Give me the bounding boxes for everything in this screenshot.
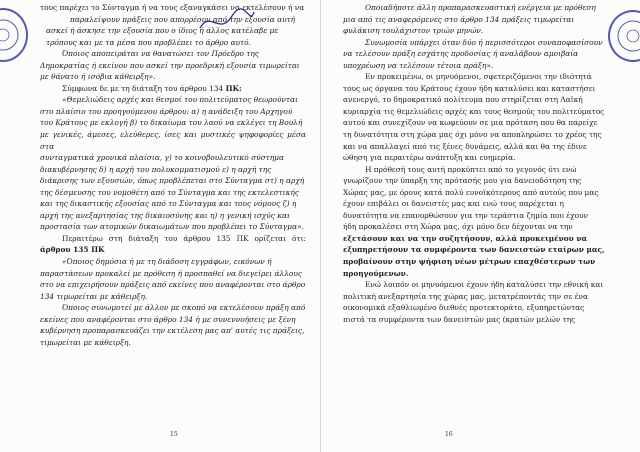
- text-line: ώθηση για περαιτέρω ανάπτυξη και ευημερία.: [343, 153, 516, 163]
- text-line: αυτού και συνεχίζουν να κωφεύουν σε μια πρόταση που θα παρείχε: [343, 118, 598, 128]
- text-line: Περαιτέρω στη διάταξη του άρθρου 135 ΠΚ ορίζεται ότι:: [62, 233, 306, 243]
- text-line: κυριαρχία τις θεμελιώδεις αρχές και τους θεσμούς του πολιτεύματος: [343, 106, 605, 116]
- text-line: να τελέσουν πράξη εσχάτης προδοσίας ή αναλάβουν αμοιβαία: [343, 49, 579, 59]
- text-line: τη δυνατότητα στη χώρα μας όχι μόνο να αποπληρώσει το χρέος της: [343, 130, 602, 140]
- page-number: 16: [445, 431, 453, 438]
- text-line: ανενεργό, το δημοκρατικό πολίτευμα που στηρίζεται στη Λαϊκή: [343, 95, 583, 105]
- text-line: 134 τιμωρείται με κάθειρξη.: [40, 291, 148, 301]
- text-line: οικονομικά εξαθλιωμένο διεθνές προτεκτοράτο, εξυπηρετώντας: [343, 303, 585, 313]
- text-line: πιστά τα συμφέροντα των δανειστών μας (κρατών μελών της: [343, 314, 576, 324]
- text-line: προστασία των ατομικών δικαιωμάτων που προβλέπει το Σύνταγμα».: [40, 222, 304, 232]
- text-line: γνωρίζουν την ύπαρξη της πρότασής μου για δανειοδότηση της: [343, 176, 582, 186]
- text-line: τους ως όργανα του Κράτους έχουν ήδη καταλύσει και καταστήσει: [343, 83, 596, 93]
- text-line: υποχρέωση να τελέσουν τέτοια πράξη».: [343, 60, 494, 70]
- text-line: Συνωμοσία υπάρχει όταν δύο ή περισσότεροι συναποφασίσουν: [365, 37, 603, 47]
- text-line: Εν προκειμένω, οι μηνυόμενοι, σφετεριζόμενοι την ιδιότητά: [365, 72, 592, 82]
- text-line: «Θεμελιώδεις αρχές και θεσμοί του πολιτεύματος θεωρούνται: [62, 95, 298, 105]
- text-line: και της δικαστικής εξουσίας από το Σύνταγμα και τους νόμους ζ) η: [40, 199, 297, 209]
- text-line: Οποιαδήποτε άλλη προπαρασκευαστική ενέργεια με πρόθεση: [365, 3, 596, 12]
- page-number: 15: [170, 431, 178, 438]
- text-line: συνταγματικά χρονικά πλαίσια, γ) το κοινοβουλευτικό σύστημα: [40, 153, 284, 163]
- text-line: Χώρας μας, με όρους κατά πολύ ευνοϊκότερους από αυτούς που μας: [343, 187, 599, 197]
- text-line: κυβέρνηση προπαρασκευάζει την εκτέλεση μας απ' αυτές τις πράξεις,: [40, 326, 305, 336]
- text-line: έχουν επιβάλει οι δανειστές μας και ενώ τους παρέχεται η: [343, 199, 564, 209]
- text-line: Όποιος αποπειράται να θανατώσει τον Πρόεδρο της: [62, 49, 259, 59]
- text-line: με θάνατο ή ισόβια κάθειρξη».: [40, 72, 156, 82]
- text-line: παραστάσεων προκαλεί με πρόθεση ή προσπαθεί να διεγείρει άλλους: [40, 268, 302, 278]
- text-line: Όποιος συνωμοτεί με άλλον με σκοπό να εκτελέσουν πράξη από: [62, 303, 306, 313]
- bold-fragment: ΠΚ:: [225, 83, 242, 93]
- right-page-text: [343, 2, 611, 325]
- text-line: Η πρόθεσή τους αυτή προκύπτει από το γεγονός ότι ενώ: [365, 164, 577, 174]
- text-line: της δέσμευσης του νομοθέτη από το Σύνταγμα και της εκτελεστικής: [40, 187, 299, 197]
- left-page-text: [40, 2, 306, 348]
- text-line: του Κράτους με εκλογή β) το δικαίωμα του λαού να εκλέγει τη Βουλή: [40, 118, 303, 128]
- text-line: πολιτική ανεξαρτησία της χώρας μας, μετατρέποντάς την σε ένα: [343, 291, 588, 301]
- text-line: ασκεί ή άσκησε την εξουσία που ο ίδιος ή άλλος κατέλαβε με: [46, 26, 279, 36]
- text-line: Σύμφωνα δε με τη διάταξη του άρθρου 134: [62, 83, 224, 93]
- text-line: τρόπους και με τα μέσα που προβλέπει το άρθρο αυτό.: [46, 37, 251, 47]
- text-line: δυνατότητα να επανορθώσουν για την τεράστια ζημία που έχουν: [343, 210, 589, 220]
- text-line: παραλείψουν πράξεις που απορρέουν από την εξουσία αυτή: [70, 14, 296, 24]
- text-line: τιμωρείται με κάθειρξη.: [40, 337, 131, 347]
- text-line: προηγούμενων.: [343, 268, 409, 278]
- text-line: μια από τις αναφερόμενες στο άρθρο 134 πράξεις τιμωρείται: [343, 14, 575, 24]
- official-stamp: [608, 10, 640, 62]
- text-line: τους παρέχει το Σύνταγμα ή να τους εξαναγκάσει να εκτελέσουν ή να: [40, 3, 305, 12]
- text-line: Δημοκρατίας ή εκείνον που ασκεί την προεδρική εξουσία τιμωρείται: [40, 60, 300, 70]
- text-line: και να απαλλαγεί από τις ξένες δυνάμεις, αλλά και θα της έδινε: [343, 141, 587, 151]
- text-line: φυλάκιση τουλάχιστον τριών μηνών.: [343, 26, 484, 36]
- text-line: διακυβέρνησης δ) η αρχή του πολυκομματισμού ε) η αρχή της: [40, 164, 272, 174]
- text-line: προβαίνουν στην ψήφιση νέων μέτρων επαχθέστερων των: [343, 257, 596, 267]
- text-line: στο πλαίσιο του προηγούμενου άρθρου: α) η ανάδειξη του Αρχηγού: [40, 106, 293, 116]
- official-stamp: [0, 8, 28, 62]
- right-page: [320, 0, 640, 452]
- text-line: Ενώ λοιπόν οι μηνυόμενοι έχουν ήδη καταλύσει την εθνική και: [365, 280, 604, 290]
- text-line: με γενικές, άμεσες, ελεύθερες, ίσες και μυστικές ψηφοφορίες μέσα στα: [40, 130, 306, 151]
- text-line: εξυπηρετήσουν τα συμφέροντα των δανειστών εταίρων μας,: [343, 245, 605, 255]
- text-line: διάκρισης των εξουσιών, όπως προβλέπεται στο Σύνταγμα στ) η αρχή: [40, 176, 305, 186]
- text-line: εκείνες που αναφέρονται στο άρθρο 134 ή με συνεννοήσεις με ξένη: [40, 314, 296, 324]
- text-line: αρχή της ανεξαρτησίας της δικαιοσύνης και η) η γενική ισχύς και: [40, 210, 290, 220]
- bold-fragment: άρθρου 135 ΠΚ: [40, 245, 105, 255]
- text-line: στο να επιχειρήσουν πράξεις από εκείνες που αναφέρονται στο άρθρο: [40, 280, 306, 290]
- text-line: «Όποιος δημόσια ή με τη διάδοση εγγράφων, εικόνων ή: [62, 257, 272, 267]
- text-line: ήδη προκαλέσει στη Χώρα μας, όχι μόνο δεν δέχονται να την: [343, 222, 573, 232]
- text-line: εξετάσουν και να την συζητήσουν, αλλά προκειμένου να: [343, 233, 588, 243]
